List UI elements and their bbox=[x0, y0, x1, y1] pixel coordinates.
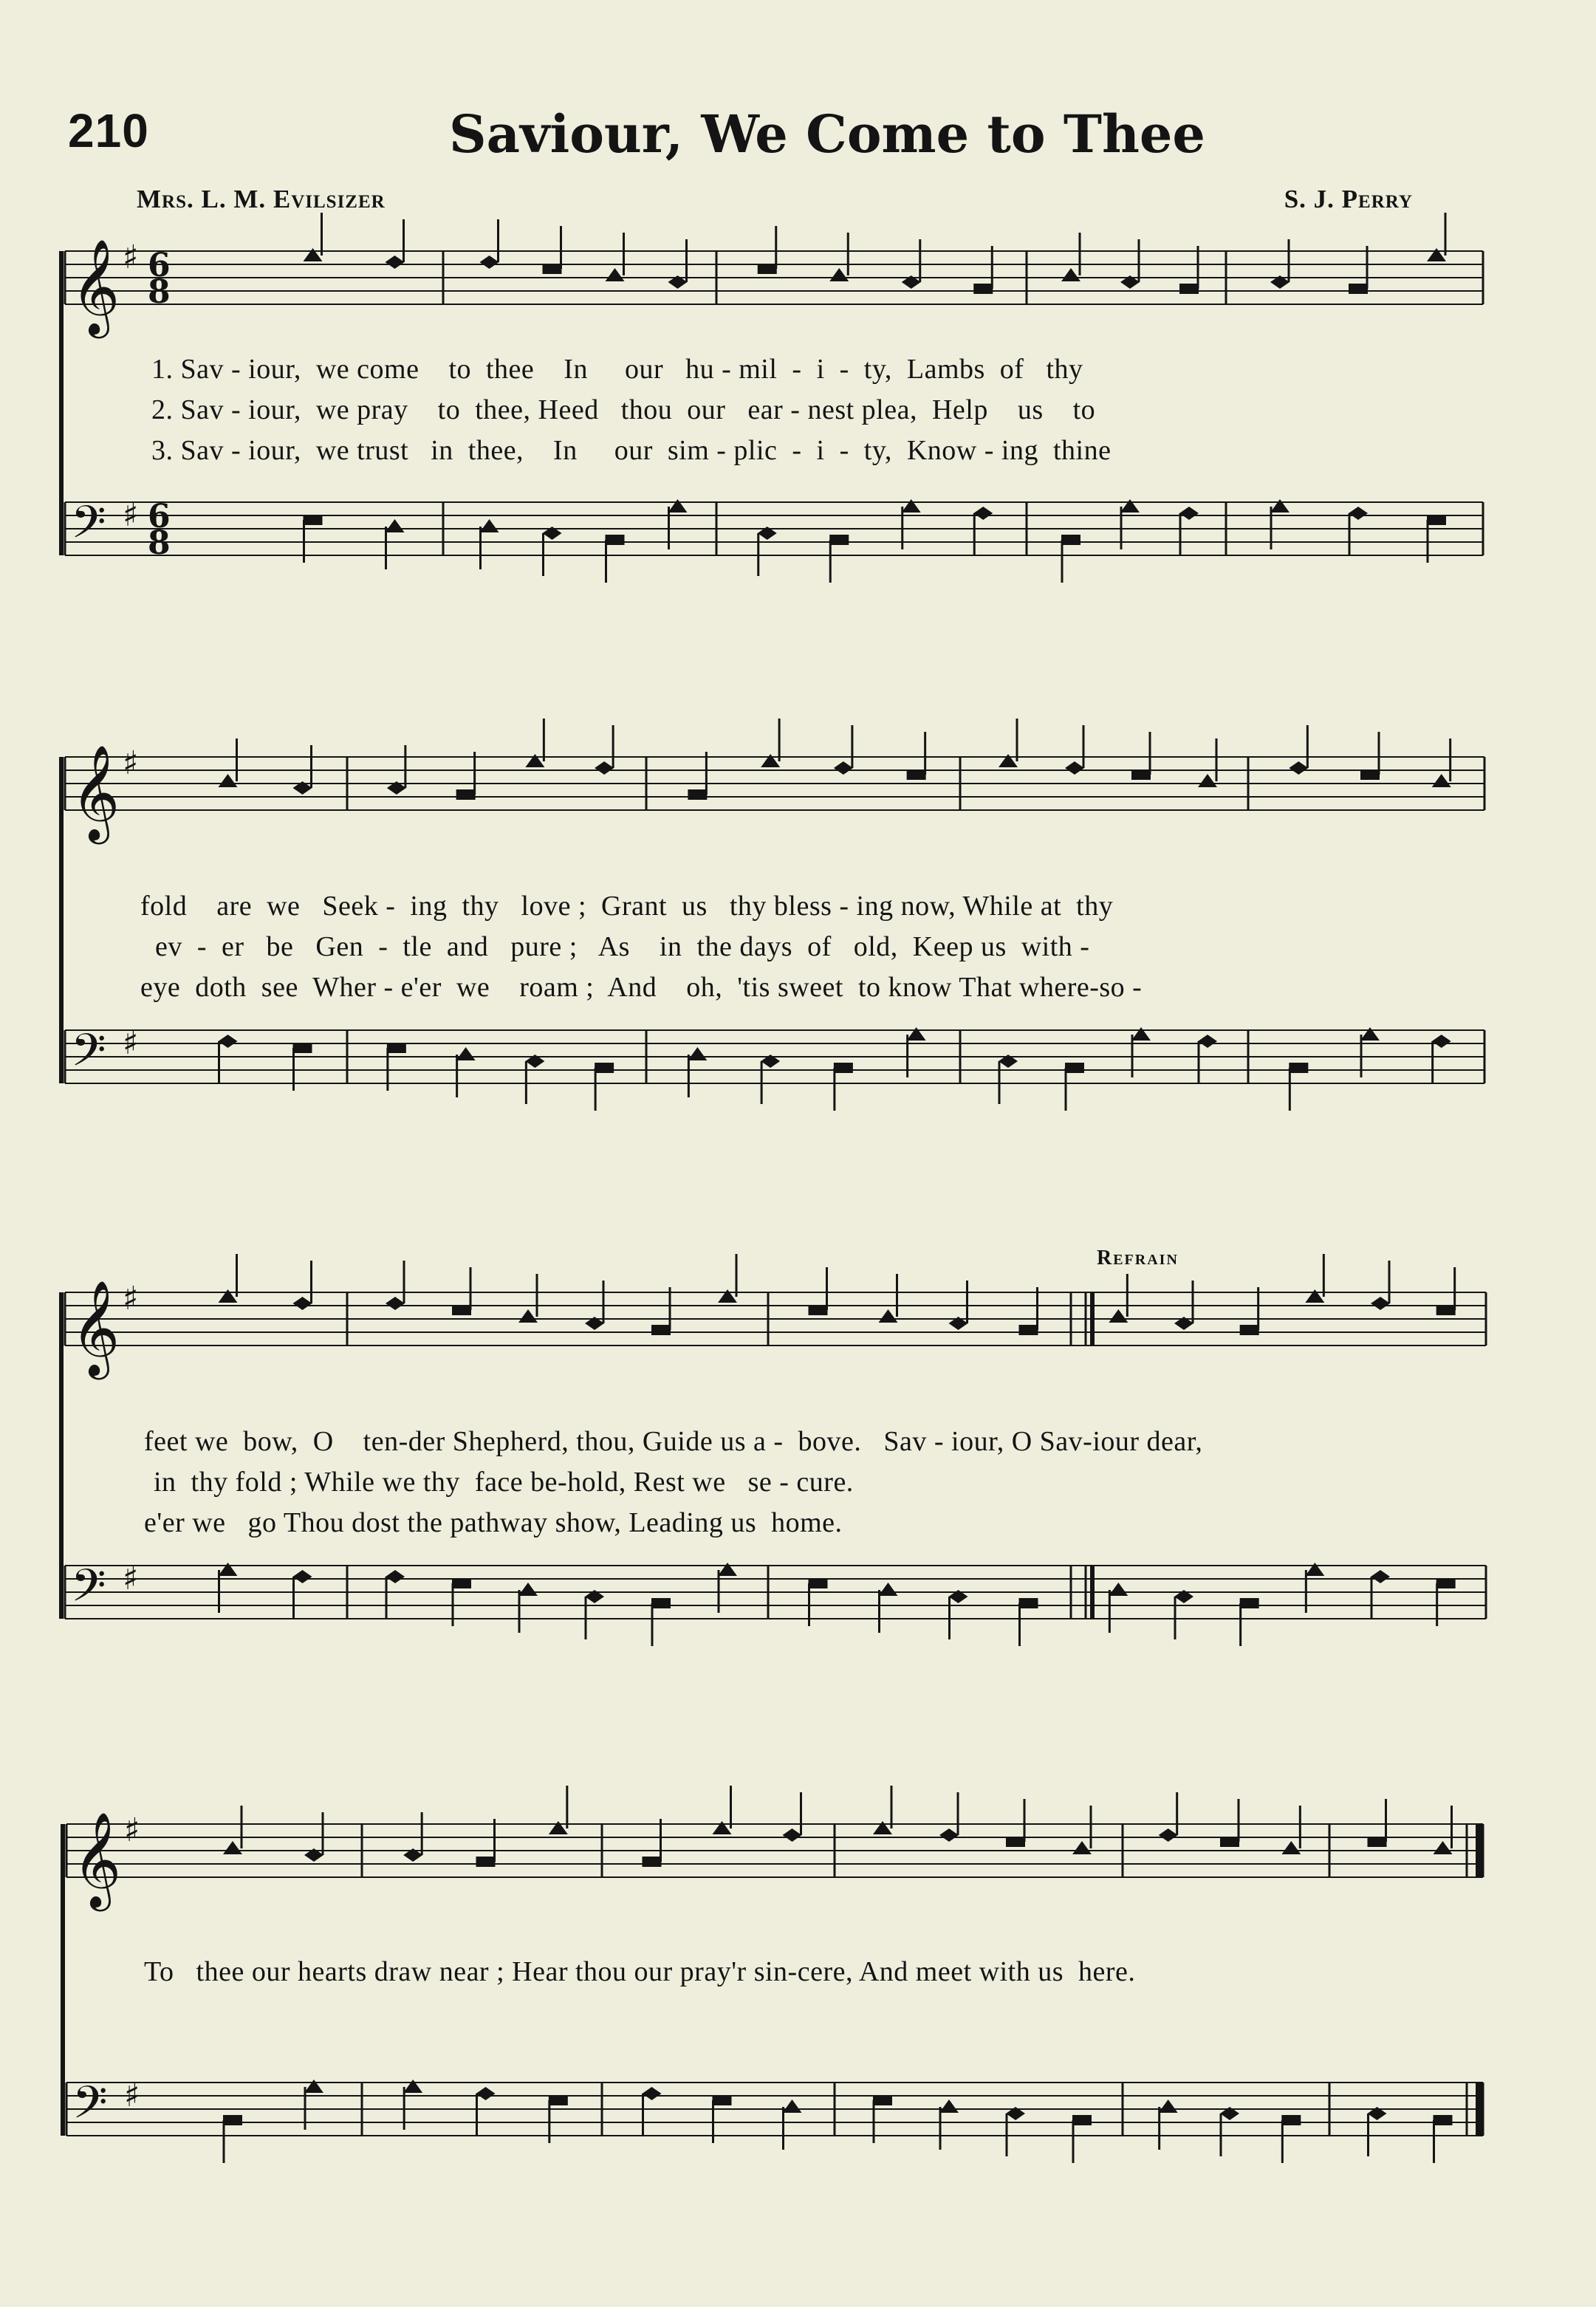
note-head-icon bbox=[834, 1063, 853, 1073]
note-head-icon bbox=[219, 774, 238, 787]
note-head-icon bbox=[939, 2099, 959, 2113]
note-head-icon bbox=[386, 1297, 405, 1310]
key-signature-sharp-icon: ♯ bbox=[123, 1280, 139, 1317]
note-head-icon bbox=[718, 1289, 737, 1303]
lyric-refrain: To thee our hearts draw near ; Hear thou our pray'r sin-cere, And meet with us here. bbox=[144, 1956, 1136, 1987]
note-head-icon bbox=[1368, 1837, 1387, 1847]
bass-clef-icon: 𝄢 bbox=[72, 2077, 108, 2140]
note-head-icon bbox=[907, 769, 926, 780]
note-head-icon bbox=[1427, 515, 1446, 525]
note-head-icon bbox=[1349, 284, 1368, 294]
note-head-icon bbox=[1006, 1837, 1025, 1847]
note-head-icon bbox=[758, 264, 777, 274]
note-head-icon bbox=[1432, 1035, 1451, 1048]
note-head-icon bbox=[595, 761, 614, 775]
note-head-icon bbox=[783, 1828, 802, 1842]
system-bracket bbox=[59, 251, 64, 555]
composer-credit: S. J. Perry bbox=[1284, 185, 1413, 213]
key-signature-sharp-icon: ♯ bbox=[123, 239, 139, 276]
note-head-icon bbox=[219, 1563, 238, 1576]
lyric-verse-1: fold are we Seek - ing thy love ; Grant us thy bless - ing now, While at thy bbox=[140, 891, 1114, 922]
note-head-icon bbox=[1360, 1027, 1380, 1041]
note-head-icon bbox=[879, 1583, 898, 1596]
note-head-icon bbox=[386, 256, 405, 269]
time-signature-numerator: 6 bbox=[148, 247, 171, 284]
note-head-icon bbox=[480, 519, 499, 532]
note-head-icon bbox=[1289, 761, 1308, 775]
note-head-icon bbox=[783, 2099, 802, 2113]
key-signature-sharp-icon: ♯ bbox=[123, 744, 139, 782]
note-head-icon bbox=[219, 1289, 238, 1303]
note-head-icon bbox=[1159, 2099, 1178, 2113]
note-head-icon bbox=[1179, 507, 1199, 520]
note-head-icon bbox=[304, 2080, 323, 2093]
note-head-icon bbox=[1289, 1063, 1308, 1073]
note-head-icon bbox=[1061, 535, 1080, 545]
note-head-icon bbox=[386, 519, 405, 532]
note-head-icon bbox=[643, 1857, 662, 1867]
lyric-verse-3: eye doth see Wher - e'er we roam ; And oh, 'tis sweet to know That where-so - bbox=[140, 972, 1143, 1003]
note-head-icon bbox=[1305, 1289, 1324, 1303]
refrain-label: Refrain bbox=[1097, 1247, 1179, 1269]
barline bbox=[1090, 1292, 1095, 1346]
note-head-icon bbox=[1305, 1563, 1324, 1576]
note-head-icon bbox=[1198, 774, 1217, 787]
note-head-icon bbox=[834, 761, 853, 775]
key-signature-sharp-icon: ♯ bbox=[124, 2077, 140, 2114]
note-head-icon bbox=[386, 1570, 405, 1583]
note-head-icon bbox=[1270, 499, 1290, 513]
note-head-icon bbox=[973, 284, 993, 294]
note-head-icon bbox=[476, 2087, 496, 2100]
lyric-verse-2: ev - er be Gen - tle and pure ; As in the days of old, Keep us with - bbox=[155, 931, 1090, 962]
note-head-icon bbox=[1371, 1570, 1390, 1583]
note-head-icon bbox=[829, 268, 849, 281]
system-bracket bbox=[61, 1824, 65, 2136]
treble-clef-icon: 𝄞 bbox=[72, 1811, 122, 1907]
note-head-icon bbox=[1131, 1027, 1151, 1041]
note-head-icon bbox=[223, 1841, 242, 1854]
lyric-verse-2: in thy fold ; While we thy face be-hold, Rest we se - cure. bbox=[154, 1467, 854, 1498]
system-bracket bbox=[59, 757, 64, 1083]
note-head-icon bbox=[879, 1309, 898, 1323]
note-head-icon bbox=[902, 499, 921, 513]
note-head-icon bbox=[1220, 1837, 1239, 1847]
bass-clef-icon: 𝄢 bbox=[71, 496, 106, 560]
treble-clef-icon: 𝄞 bbox=[71, 744, 120, 840]
note-head-icon bbox=[643, 2087, 662, 2100]
note-head-icon bbox=[543, 264, 562, 274]
note-head-icon bbox=[1360, 769, 1380, 780]
note-head-icon bbox=[761, 754, 780, 767]
lyric-verse-2: 2. Sav - iour, we pray to thee, Heed thou our ear - nest plea, Help us to bbox=[151, 394, 1096, 425]
note-head-icon bbox=[873, 2095, 892, 2105]
note-head-icon bbox=[549, 2095, 568, 2105]
note-head-icon bbox=[1120, 499, 1140, 513]
note-head-icon bbox=[606, 268, 625, 281]
note-head-icon bbox=[1432, 774, 1451, 787]
note-head-icon bbox=[480, 256, 499, 269]
note-head-icon bbox=[1179, 284, 1199, 294]
note-head-icon bbox=[452, 1305, 471, 1315]
note-head-icon bbox=[1281, 2115, 1301, 2125]
note-head-icon bbox=[688, 1047, 707, 1060]
author-credit: Mrs. L. M. Evilsizer bbox=[137, 185, 386, 213]
note-head-icon bbox=[651, 1325, 671, 1335]
note-head-icon bbox=[1159, 1828, 1178, 1842]
note-head-icon bbox=[1436, 1578, 1456, 1588]
note-head-icon bbox=[651, 1598, 671, 1608]
key-signature-sharp-icon: ♯ bbox=[123, 1024, 139, 1062]
note-head-icon bbox=[1434, 1841, 1453, 1854]
note-head-icon bbox=[1072, 2115, 1092, 2125]
final-barline bbox=[1476, 2083, 1483, 2136]
note-head-icon bbox=[713, 1821, 732, 1834]
lyric-verse-1: 1. Sav - iour, we come to thee In our hu - mil - i - ty, Lambs of thy bbox=[151, 354, 1083, 385]
note-head-icon bbox=[518, 1583, 538, 1596]
note-head-icon bbox=[713, 2095, 732, 2105]
note-head-icon bbox=[1065, 761, 1084, 775]
note-head-icon bbox=[304, 515, 323, 525]
note-head-icon bbox=[606, 535, 625, 545]
note-head-icon bbox=[1436, 1305, 1456, 1315]
note-head-icon bbox=[1131, 769, 1151, 780]
note-head-icon bbox=[809, 1578, 828, 1588]
note-head-icon bbox=[1061, 268, 1080, 281]
system-bracket bbox=[59, 1292, 64, 1619]
note-head-icon bbox=[403, 2080, 422, 2093]
note-head-icon bbox=[1198, 1035, 1217, 1048]
note-head-icon bbox=[219, 1035, 238, 1048]
time-signature-denominator: 8 bbox=[148, 524, 171, 562]
note-head-icon bbox=[452, 1578, 471, 1588]
note-head-icon bbox=[525, 754, 544, 767]
note-head-icon bbox=[456, 1047, 476, 1060]
note-head-icon bbox=[1349, 507, 1368, 520]
note-head-icon bbox=[1072, 1841, 1092, 1854]
note-head-icon bbox=[1371, 1297, 1390, 1310]
note-head-icon bbox=[873, 1821, 892, 1834]
note-head-icon bbox=[1281, 1841, 1301, 1854]
note-head-icon bbox=[1434, 2115, 1453, 2125]
note-head-icon bbox=[1019, 1598, 1038, 1608]
barline bbox=[1090, 1566, 1095, 1619]
note-head-icon bbox=[907, 1027, 926, 1041]
note-head-icon bbox=[518, 1309, 538, 1323]
note-head-icon bbox=[456, 789, 476, 800]
lyric-verse-3: e'er we go Thou dost the pathway show, Leading us home. bbox=[144, 1507, 843, 1538]
note-head-icon bbox=[1065, 1063, 1084, 1073]
key-signature-sharp-icon: ♯ bbox=[124, 1811, 140, 1849]
note-head-icon bbox=[595, 1063, 614, 1073]
lyric-verse-1: feet we bow, O ten-der Shepherd, thou, Guide us a - bove. Sav - iour, O Sav-iour dear, bbox=[144, 1426, 1203, 1457]
note-head-icon bbox=[476, 1857, 496, 1867]
note-head-icon bbox=[1019, 1325, 1038, 1335]
final-barline bbox=[1476, 1824, 1483, 1877]
note-head-icon bbox=[387, 1043, 406, 1053]
note-head-icon bbox=[293, 1570, 312, 1583]
note-head-icon bbox=[718, 1563, 737, 1576]
note-head-icon bbox=[223, 2115, 242, 2125]
note-head-icon bbox=[999, 754, 1018, 767]
note-head-icon bbox=[304, 248, 323, 261]
note-head-icon bbox=[1109, 1309, 1128, 1323]
note-head-icon bbox=[293, 1043, 312, 1053]
treble-clef-icon: 𝄞 bbox=[71, 239, 120, 335]
bass-clef-icon: 𝄢 bbox=[71, 1024, 106, 1088]
note-head-icon bbox=[293, 1297, 312, 1310]
note-head-icon bbox=[688, 789, 707, 800]
lyric-verse-3: 3. Sav - iour, we trust in thee, In our sim - plic - i - ty, Know - ing thine bbox=[151, 435, 1112, 466]
note-head-icon bbox=[939, 1828, 959, 1842]
bass-clef-icon: 𝄢 bbox=[71, 1560, 106, 1623]
note-head-icon bbox=[549, 1821, 568, 1834]
time-signature-numerator: 6 bbox=[148, 498, 171, 535]
note-head-icon bbox=[1109, 1583, 1128, 1596]
note-head-icon bbox=[668, 499, 688, 513]
key-signature-sharp-icon: ♯ bbox=[123, 1560, 139, 1597]
treble-clef-icon: 𝄞 bbox=[71, 1280, 120, 1376]
key-signature-sharp-icon: ♯ bbox=[123, 496, 139, 534]
hymn-title: Saviour, We Come to Thee bbox=[449, 103, 1205, 165]
note-head-icon bbox=[809, 1305, 828, 1315]
hymn-number: 210 bbox=[68, 104, 149, 157]
note-head-icon bbox=[1240, 1325, 1259, 1335]
note-head-icon bbox=[973, 507, 993, 520]
note-head-icon bbox=[829, 535, 849, 545]
note-head-icon bbox=[1427, 248, 1446, 261]
time-signature-denominator: 8 bbox=[148, 273, 171, 311]
note-head-icon bbox=[1240, 1598, 1259, 1608]
